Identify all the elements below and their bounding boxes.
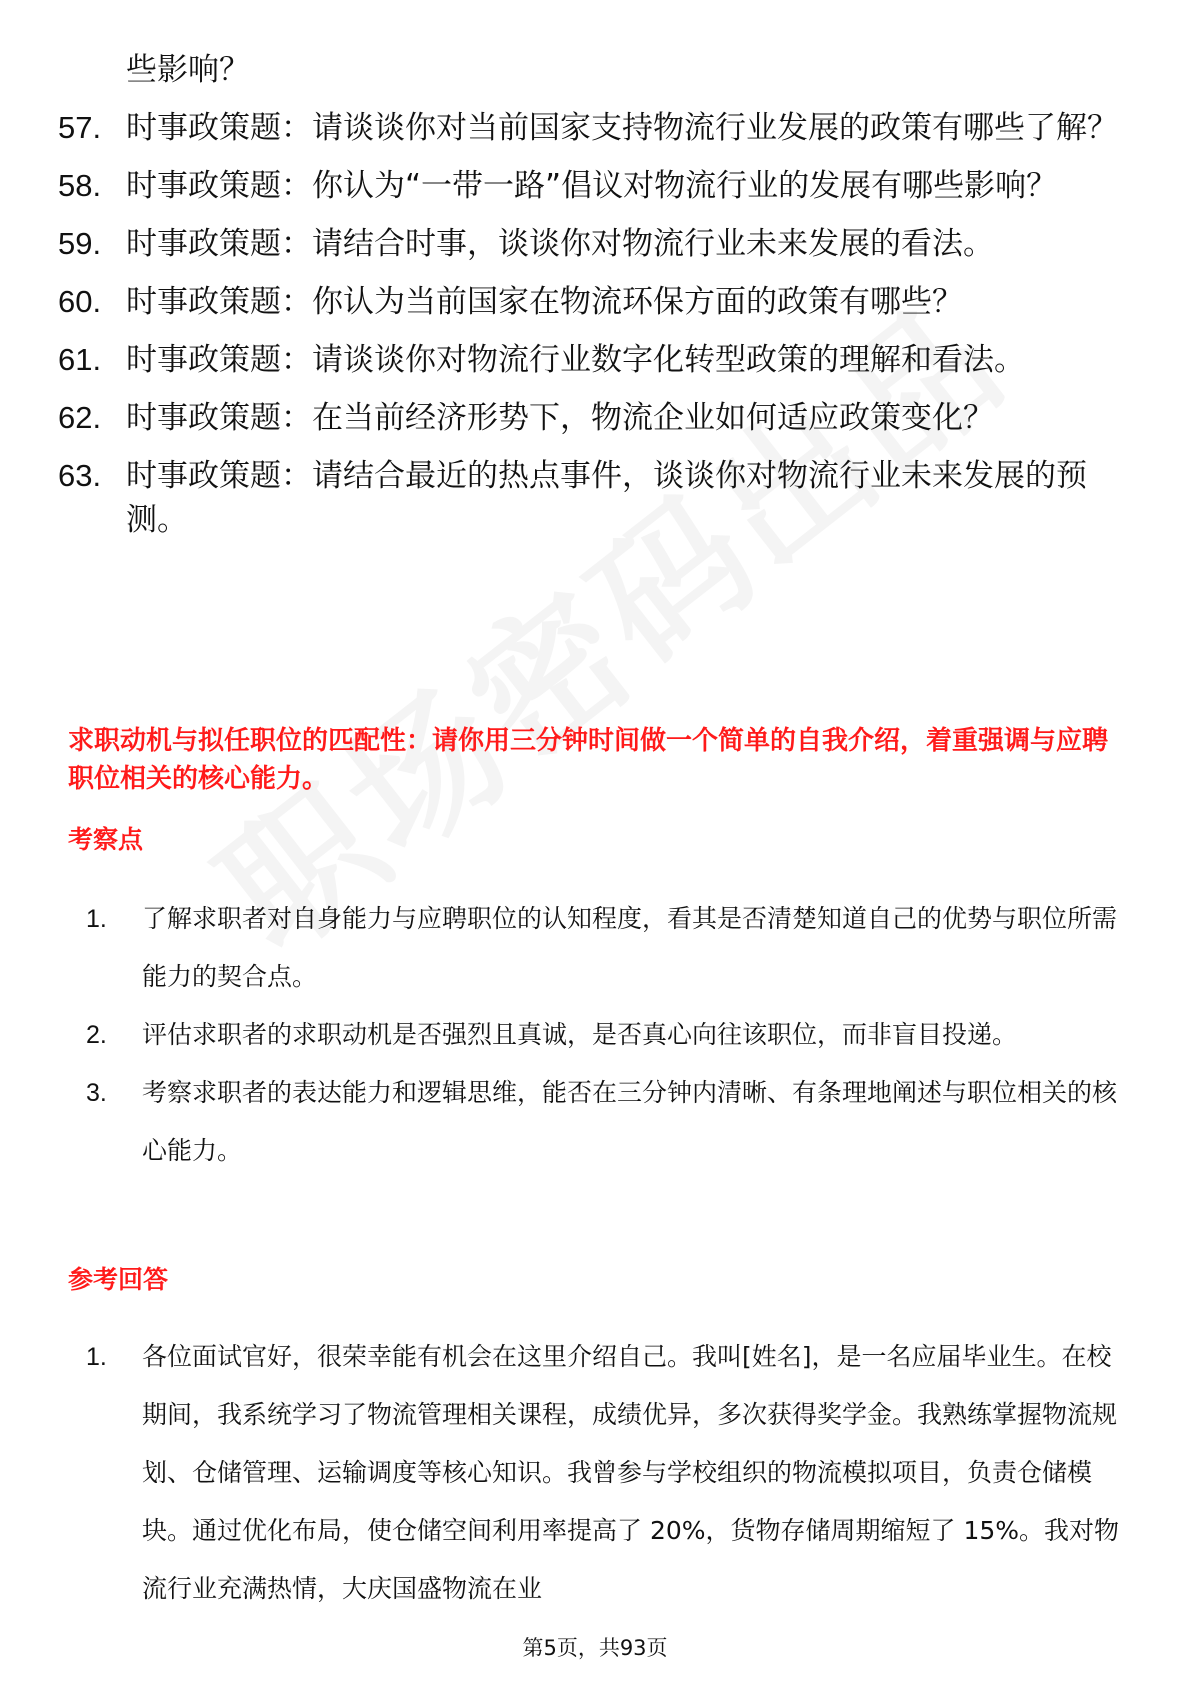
- question-number: 58.: [58, 168, 102, 203]
- question-list: [58, 48, 1138, 556]
- question-item: [58, 338, 1138, 382]
- list-item: [68, 1328, 1128, 1618]
- item-text: 了解求职者对自身能力与应聘职位的认知程度，看其是否清楚知道自己的优势与职位所需能力的契合点。: [142, 904, 1118, 991]
- question-number: 59.: [58, 226, 102, 261]
- question-text: 时事政策题：请谈谈你对物流行业数字化转型政策的理解和看法。: [126, 342, 1025, 378]
- page-footer: 第5页，共93页: [522, 1636, 668, 1660]
- question-item: [58, 222, 1138, 266]
- question-text: 时事政策题：请结合时事，谈谈你对物流行业未来发展的看法。: [126, 226, 994, 262]
- question-number: 62.: [58, 400, 102, 435]
- answer-label: 参考回答: [68, 1265, 169, 1294]
- item-text: 各位面试官好，很荣幸能有机会在这里介绍自己。我叫[姓名]，是一名应届毕业生。在校期间，我系统学习了物流管理相关课程，成绩优异，多次获得奖学金。我熟练掌握物流规划、仓储管理、运输调度等核心知识。我曾参与学校组织的物流模拟项目，负责仓储模块。通过优化布局，使仓储空间利用率提高了 20%，货物存储周期缩短了 15%。我对物流行业充满热情，大庆国盛物流在业: [142, 1342, 1120, 1603]
- points-label: 考察点: [68, 825, 144, 854]
- points-list: [68, 890, 1128, 1180]
- question-number: 57.: [58, 110, 102, 145]
- question-item: [58, 396, 1138, 440]
- question-text: 时事政策题：你认为“一带一路”倡议对物流行业的发展有哪些影响？: [126, 168, 1058, 204]
- question-item: [58, 454, 1138, 542]
- section-heading: 求职动机与拟任职位的匹配性：请你用三分钟时间做一个简单的自我介绍，着重强调与应聘职位相关的核心能力。: [68, 726, 1109, 794]
- item-number: 1.: [86, 1343, 107, 1371]
- question-text: 时事政策题：请谈谈你对当前国家支持物流行业发展的政策有哪些了解？: [126, 110, 1118, 146]
- question-item: [58, 48, 1138, 92]
- question-number: 63.: [58, 458, 102, 493]
- question-text: 些影响？: [126, 52, 250, 88]
- question-text: 时事政策题：请结合最近的热点事件，谈谈你对物流行业未来发展的预测。: [126, 458, 1087, 538]
- question-text: 时事政策题：在当前经济形势下，物流企业如何适应政策变化？: [126, 400, 994, 436]
- answer-list: [68, 1328, 1128, 1618]
- question-number: 61.: [58, 342, 102, 377]
- list-item: [68, 1064, 1128, 1180]
- list-item: [68, 1006, 1128, 1064]
- question-item: [58, 106, 1138, 150]
- question-number: 60.: [58, 284, 102, 319]
- item-text: 评估求职者的求职动机是否强烈且真诚，是否真心向往该职位，而非盲目投递。: [142, 1020, 1018, 1049]
- question-item: [58, 280, 1138, 324]
- question-item: [58, 164, 1138, 208]
- item-number: 2.: [86, 1021, 107, 1049]
- list-item: [68, 890, 1128, 1006]
- item-number: 1.: [86, 905, 107, 933]
- question-number: [58, 48, 126, 92]
- question-text: 时事政策题：你认为当前国家在物流环保方面的政策有哪些？: [126, 284, 963, 320]
- item-text: 考察求职者的表达能力和逻辑思维，能否在三分钟内清晰、有条理地阐述与职位相关的核心能力。: [142, 1078, 1118, 1165]
- item-number: 3.: [86, 1079, 107, 1107]
